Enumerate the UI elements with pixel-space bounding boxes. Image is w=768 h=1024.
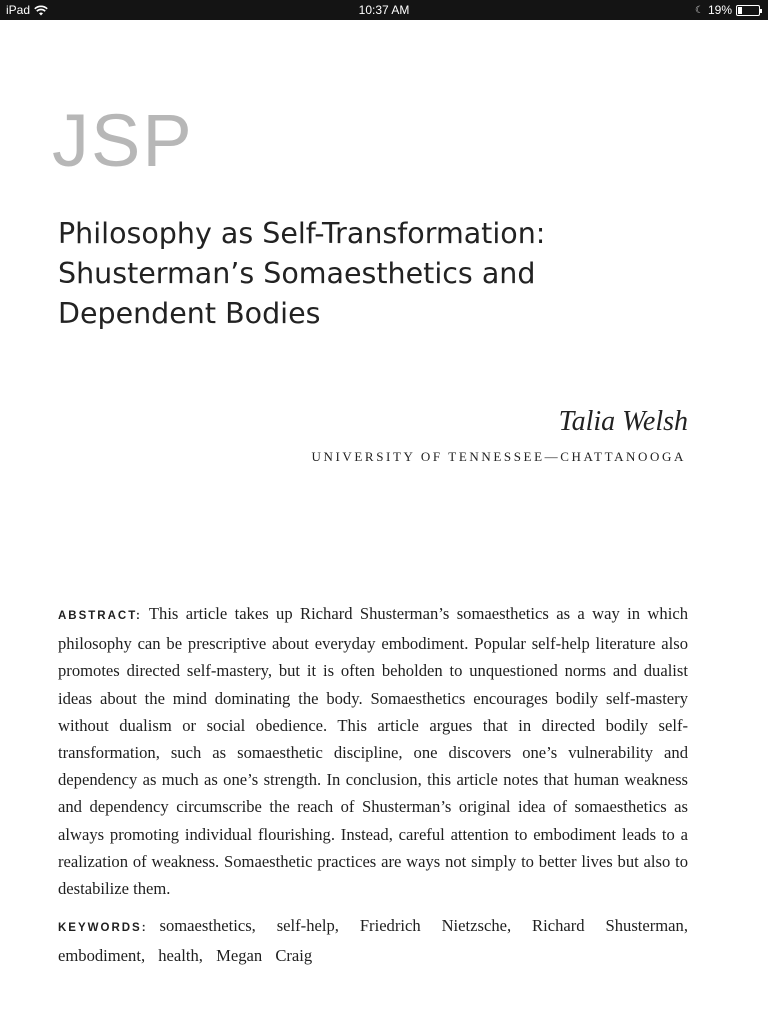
battery-fill xyxy=(738,7,742,14)
status-bar xyxy=(0,0,768,20)
title-line: Dependent Bodies xyxy=(58,297,321,330)
status-time: 10:37 AM xyxy=(358,3,410,17)
status-right xyxy=(695,3,760,17)
battery-icon xyxy=(736,5,760,16)
keywords-label: KEYWORDS: xyxy=(58,922,148,934)
moon-icon: ☾ xyxy=(695,4,704,16)
article-title xyxy=(58,214,698,334)
device-label: iPad xyxy=(6,3,31,17)
author-name: Talia Welsh xyxy=(558,406,688,437)
battery-percent: 19% xyxy=(707,3,732,17)
battery-nub xyxy=(760,9,762,13)
title-line: Philosophy as Self-Transformation: xyxy=(58,217,546,250)
keywords xyxy=(58,912,688,969)
abstract-label: ABSTRACT: xyxy=(58,610,142,622)
title-line: Shusterman’s Somaesthetics and xyxy=(58,257,536,290)
abstract xyxy=(58,600,688,902)
author-affiliation: UNIVERSITY OF TENNESSEE—CHATTANOOGA xyxy=(311,449,686,464)
journal-logo: JSP xyxy=(52,99,194,182)
abstract-text: This article takes up Richard Shusterman’s somaesthetics as a way in which philosophy can be prescriptive about everyday embodiment. Popular self-help literature also promotes directed self-mastery, but it is often beholden to unquestioned norms and dualist ideas about the mind dominating the body. Somaesthetics encourages bodily self-mastery without dualism or social obedience. This article argues that in directed bodily self-transformation, such as somaesthetic discipline, one discovers one’s vulnerability and dependency as much as one’s strength. In conclusion, this article notes that human weakness and dependency circumscribe the reach of Shusterman’s original idea of somaesthetics as always promoting individual flourishing. Instead, careful attention to embodiment leads to a realization of weakness. Somaesthetic practices are ways not simply to better lives but also to destabilize them. xyxy=(58,604,688,899)
keywords-text: somaesthetics, self-help, Friedrich Nietzsche, Richard Shusterman, embodiment, health, Megan Craig xyxy=(58,916,688,966)
